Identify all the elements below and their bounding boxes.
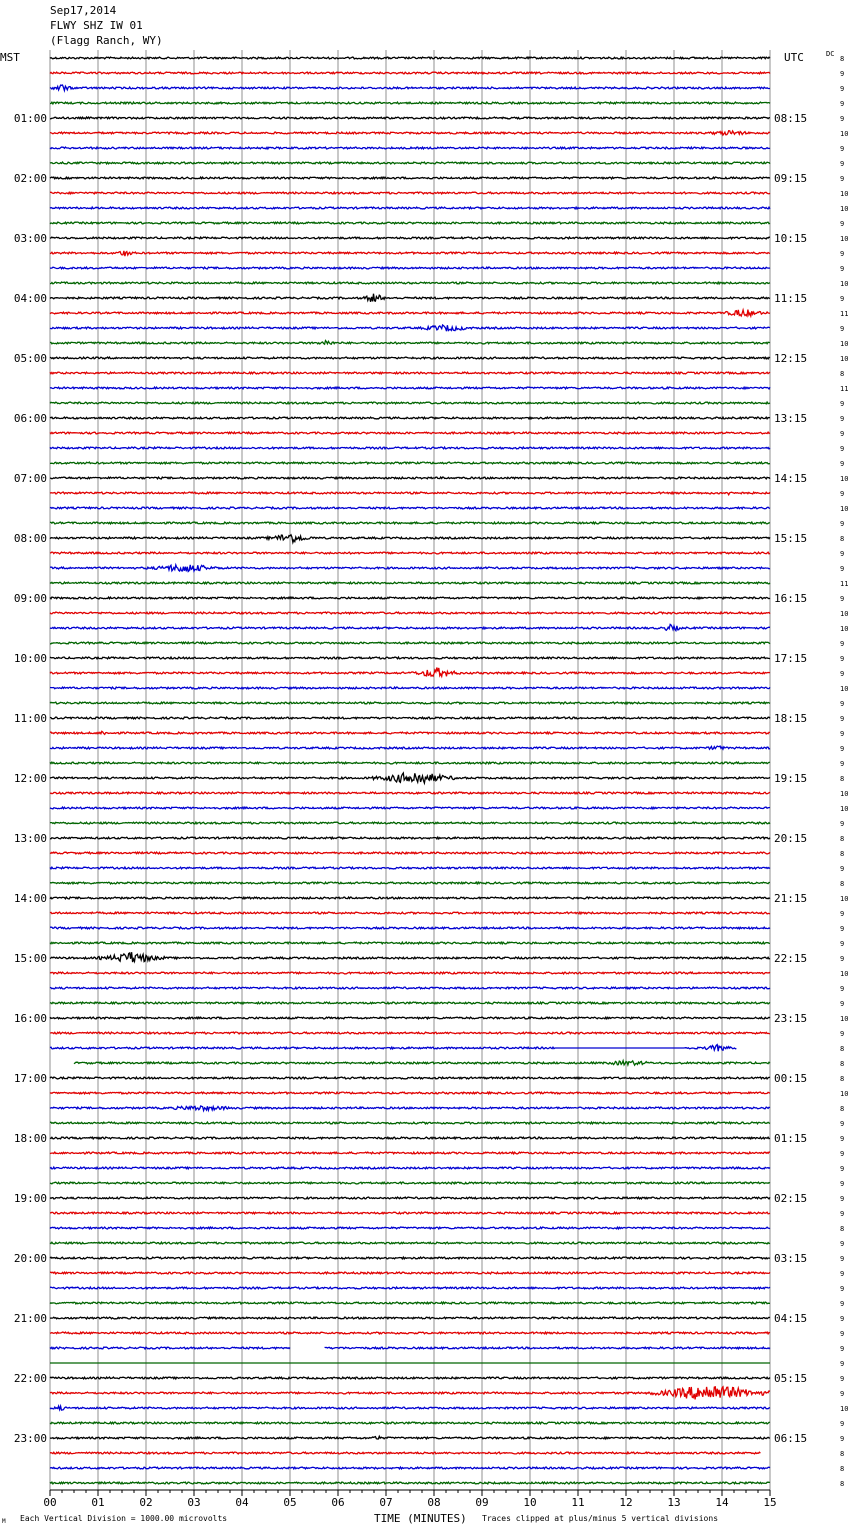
left-hour-label: 10:00 [13, 652, 47, 665]
dc-value: 8 [840, 1450, 845, 1458]
right-hour-label: 17:15 [774, 652, 808, 665]
right-hour-label: 20:15 [774, 832, 808, 845]
dc-value: 10 [840, 505, 849, 513]
dc-value: 9 [840, 1315, 845, 1323]
dc-value: 9 [840, 1150, 845, 1158]
dc-value: 9 [840, 1135, 845, 1143]
trace-92 [50, 1436, 770, 1439]
dc-value: 8 [840, 1045, 845, 1053]
dc-value: 9 [840, 85, 845, 93]
dc-value: 9 [840, 1120, 845, 1128]
trace-2 [50, 85, 770, 91]
dc-value: 10 [840, 190, 849, 198]
trace-69 [50, 1092, 770, 1094]
right-hour-label: 12:15 [774, 352, 808, 365]
dc-value: 10 [840, 235, 849, 243]
trace-6 [50, 147, 770, 149]
trace-93 [50, 1452, 760, 1454]
trace-70 [50, 1106, 770, 1111]
trace-50 [50, 807, 770, 809]
seismic-traces [50, 57, 770, 1484]
trace-16 [50, 294, 770, 302]
trace-26 [50, 447, 770, 449]
dc-value: 10 [840, 1405, 849, 1413]
trace-25 [50, 432, 770, 434]
dc-value: 9 [840, 1345, 845, 1353]
dc-value: 9 [840, 940, 845, 948]
trace-49 [50, 792, 770, 794]
trace-52 [50, 837, 770, 839]
trace-47 [50, 762, 770, 764]
dc-value: 9 [840, 595, 845, 603]
left-hour-label: 06:00 [13, 412, 47, 425]
right-hour-label: 09:15 [774, 172, 808, 185]
dc-value: 9 [840, 145, 845, 153]
trace-12 [50, 237, 770, 239]
trace-37 [50, 612, 770, 614]
dc-value: 9 [840, 1000, 845, 1008]
trace-86 [50, 1347, 770, 1349]
dc-value: 11 [840, 310, 849, 318]
trace-82 [50, 1287, 770, 1289]
dc-value: 9 [840, 250, 845, 258]
x-tick-label: 13 [667, 1496, 681, 1509]
trace-74 [50, 1167, 770, 1169]
dc-value: 9 [840, 70, 845, 78]
left-hour-label: 01:00 [13, 112, 47, 125]
trace-21 [50, 372, 770, 374]
trace-55 [50, 882, 770, 884]
x-tick-label: 03 [187, 1496, 201, 1509]
right-hour-label: 19:15 [774, 772, 808, 785]
right-hour-label: 13:15 [774, 412, 808, 425]
dc-value: 10 [840, 625, 849, 633]
left-hour-label: 12:00 [13, 772, 47, 785]
trace-32 [50, 535, 770, 543]
trace-4 [50, 117, 770, 119]
dc-value: 9 [840, 955, 845, 963]
dc-value: 10 [840, 475, 849, 483]
dc-value: 9 [840, 1435, 845, 1443]
trace-8 [50, 177, 770, 179]
trace-67 [74, 1061, 770, 1066]
dc-value: 9 [840, 760, 845, 768]
dc-value: 9 [840, 1165, 845, 1173]
trace-84 [50, 1317, 770, 1319]
trace-89 [50, 1387, 770, 1400]
right-hour-label: 14:15 [774, 472, 808, 485]
x-tick-label: 04 [235, 1496, 249, 1509]
trace-5 [50, 131, 770, 135]
trace-38 [50, 624, 770, 630]
trace-58 [50, 927, 770, 929]
trace-57 [50, 912, 770, 914]
x-tick-label: 08 [427, 1496, 441, 1509]
trace-63 [50, 1002, 770, 1004]
trace-19 [50, 341, 770, 345]
right-hour-label: 04:15 [774, 1312, 808, 1325]
right-hour-label: 00:15 [774, 1072, 808, 1085]
trace-59 [50, 942, 770, 944]
trace-43 [50, 702, 770, 704]
trace-15 [50, 282, 770, 284]
dc-value: 9 [840, 490, 845, 498]
dc-value: 9 [840, 1240, 845, 1248]
left-hour-label: 11:00 [13, 712, 47, 725]
right-hour-label: 10:15 [774, 232, 808, 245]
trace-27 [50, 462, 770, 464]
dc-value: 9 [840, 865, 845, 873]
scale-note: Each Vertical Division = 1000.00 microvolts [20, 1514, 228, 1523]
x-tick-label: 10 [523, 1496, 537, 1509]
trace-30 [50, 507, 770, 509]
dc-value: 9 [840, 1195, 845, 1203]
trace-0 [50, 57, 770, 59]
dc-value: 9 [840, 265, 845, 273]
dc-value: 9 [840, 745, 845, 753]
dc-value: 9 [840, 700, 845, 708]
dc-value: 10 [840, 685, 849, 693]
trace-91 [50, 1422, 770, 1424]
header-station: FLWY SHZ IW 01 [50, 19, 143, 32]
x-tick-label: 05 [283, 1496, 297, 1509]
dc-value: 9 [840, 1210, 845, 1218]
left-hour-label: 20:00 [13, 1252, 47, 1265]
dc-value: 10 [840, 340, 849, 348]
dc-value: 9 [840, 1375, 845, 1383]
dc-value: 8 [840, 775, 845, 783]
dc-value: 9 [840, 670, 845, 678]
trace-88 [50, 1377, 770, 1379]
left-hour-label: 16:00 [13, 1012, 47, 1025]
right-hour-label: 21:15 [774, 892, 808, 905]
dc-value: 10 [840, 1090, 849, 1098]
x-tick-label: 12 [619, 1496, 633, 1509]
x-tick-label: 11 [571, 1496, 585, 1509]
trace-95 [50, 1482, 770, 1484]
right-hour-label: 01:15 [774, 1132, 808, 1145]
trace-56 [50, 897, 770, 899]
dc-value: 9 [840, 520, 845, 528]
left-axis-label: MST [0, 51, 20, 64]
dc-value: 10 [840, 895, 849, 903]
dc-value: 9 [840, 640, 845, 648]
dc-value: 8 [840, 880, 845, 888]
trace-53 [50, 852, 770, 854]
dc-value: 9 [840, 220, 845, 228]
trace-94 [50, 1467, 770, 1469]
left-hour-label: 08:00 [13, 532, 47, 545]
trace-7 [50, 162, 770, 164]
dc-value: 8 [840, 1105, 845, 1113]
right-hour-label: 08:15 [774, 112, 808, 125]
dc-value: 9 [840, 730, 845, 738]
trace-68 [50, 1077, 770, 1079]
dc-value: 9 [840, 295, 845, 303]
dc-value: 9 [840, 910, 845, 918]
header-date: Sep17,2014 [50, 4, 117, 17]
trace-10 [50, 207, 770, 209]
right-hour-label: 23:15 [774, 1012, 808, 1025]
dc-value: 9 [840, 445, 845, 453]
x-tick-label: 02 [139, 1496, 153, 1509]
dc-value: 9 [840, 400, 845, 408]
trace-13 [50, 251, 770, 256]
trace-1 [50, 72, 770, 74]
dc-value: 9 [840, 655, 845, 663]
trace-66 [50, 1045, 736, 1052]
dc-value: 10 [840, 790, 849, 798]
dc-value: 9 [840, 925, 845, 933]
trace-64 [50, 1017, 770, 1019]
dc-value: 9 [840, 1420, 845, 1428]
trace-33 [50, 552, 770, 554]
x-tick-label: 01 [91, 1496, 105, 1509]
trace-48 [50, 773, 770, 783]
x-tick-label: 14 [715, 1496, 729, 1509]
trace-71 [50, 1122, 770, 1124]
trace-20 [50, 357, 770, 359]
time-grid [50, 50, 770, 1496]
trace-40 [50, 657, 770, 659]
trace-54 [50, 867, 770, 869]
dc-value: 9 [840, 715, 845, 723]
left-hour-label: 09:00 [13, 592, 47, 605]
trace-85 [50, 1332, 770, 1334]
trace-61 [50, 972, 770, 974]
dc-value: 9 [840, 325, 845, 333]
trace-51 [50, 822, 770, 824]
right-hour-label: 03:15 [774, 1252, 808, 1265]
dc-value: 8 [840, 1060, 845, 1068]
left-hour-label: 18:00 [13, 1132, 47, 1145]
dc-value: 9 [840, 820, 845, 828]
trace-80 [50, 1257, 770, 1259]
x-tick-label: 07 [379, 1496, 393, 1509]
trace-41 [50, 668, 770, 677]
trace-83 [50, 1302, 770, 1304]
dc-value: 9 [840, 985, 845, 993]
x-tick-label: 15 [763, 1496, 777, 1509]
left-hour-label: 19:00 [13, 1192, 47, 1205]
dc-value: 10 [840, 970, 849, 978]
trace-90 [50, 1406, 770, 1410]
dc-value: 9 [840, 160, 845, 168]
dc-value: 9 [840, 1270, 845, 1278]
dc-value: 9 [840, 1030, 845, 1038]
trace-22 [50, 387, 770, 389]
x-axis-title: TIME (MINUTES) [374, 1512, 467, 1525]
dc-value: 8 [840, 850, 845, 858]
right-hour-label: 22:15 [774, 952, 808, 965]
trace-18 [50, 325, 770, 331]
dc-value: 9 [840, 100, 845, 108]
dc-value: 8 [840, 835, 845, 843]
right-hour-label: 02:15 [774, 1192, 808, 1205]
dc-value: 9 [840, 430, 845, 438]
x-tick-label: 06 [331, 1496, 345, 1509]
trace-46 [50, 746, 770, 749]
trace-72 [50, 1137, 770, 1139]
dc-value: 9 [840, 1285, 845, 1293]
trace-34 [50, 565, 770, 572]
dc-value: 9 [840, 1255, 845, 1263]
trace-24 [50, 417, 770, 419]
trace-78 [50, 1227, 770, 1229]
trace-81 [50, 1272, 770, 1274]
trace-75 [50, 1182, 770, 1184]
left-hour-label: 04:00 [13, 292, 47, 305]
trace-28 [50, 477, 770, 479]
trace-73 [50, 1152, 770, 1154]
dc-value: 10 [840, 280, 849, 288]
trace-62 [50, 987, 770, 989]
left-hour-label: 07:00 [13, 472, 47, 485]
dc-value: 9 [840, 115, 845, 123]
dc-value: 9 [840, 1390, 845, 1398]
trace-11 [50, 222, 770, 224]
dc-value: 8 [840, 1465, 845, 1473]
trace-44 [50, 717, 770, 719]
trace-76 [50, 1197, 770, 1199]
x-tick-label: 00 [43, 1496, 57, 1509]
dc-value: 8 [840, 1480, 845, 1488]
dc-value: 10 [840, 130, 849, 138]
right-hour-label: 18:15 [774, 712, 808, 725]
trace-65 [50, 1032, 770, 1034]
dc-value: 11 [840, 385, 849, 393]
trace-29 [50, 492, 770, 495]
trace-3 [50, 102, 770, 104]
right-hour-label: 11:15 [774, 292, 808, 305]
dc-value: 8 [840, 370, 845, 378]
trace-14 [50, 267, 770, 269]
left-hour-label: 15:00 [13, 952, 47, 965]
dc-value: 9 [840, 460, 845, 468]
dc-value: 9 [840, 1360, 845, 1368]
clip-note: Traces clipped at plus/minus 5 vertical divisions [482, 1514, 719, 1523]
corner-mark: M [2, 1518, 6, 1525]
trace-39 [50, 642, 770, 644]
trace-17 [50, 310, 770, 316]
left-hour-label: 03:00 [13, 232, 47, 245]
trace-36 [50, 597, 770, 599]
trace-60 [50, 952, 770, 962]
right-hour-label: 06:15 [774, 1432, 808, 1445]
dc-value: 9 [840, 565, 845, 573]
dc-value: 10 [840, 355, 849, 363]
right-hour-label: 15:15 [774, 532, 808, 545]
dc-value: 8 [840, 1225, 845, 1233]
dc-value: 8 [840, 535, 845, 543]
dc-value: 9 [840, 175, 845, 183]
dc-value: 9 [840, 1300, 845, 1308]
header-location: (Flagg Ranch, WY) [50, 34, 163, 47]
left-hour-label: 23:00 [13, 1432, 47, 1445]
left-hour-label: 05:00 [13, 352, 47, 365]
dc-value: 11 [840, 580, 849, 588]
dc-value: 9 [840, 1330, 845, 1338]
dc-value: 10 [840, 610, 849, 618]
trace-42 [50, 687, 770, 689]
left-hour-label: 14:00 [13, 892, 47, 905]
left-hour-label: 13:00 [13, 832, 47, 845]
right-hour-label: 16:15 [774, 592, 808, 605]
dc-value: 8 [840, 1075, 845, 1083]
left-hour-label: 02:00 [13, 172, 47, 185]
trace-23 [50, 402, 770, 404]
trace-79 [50, 1242, 770, 1244]
right-axis-label: UTC [784, 51, 804, 64]
trace-77 [50, 1212, 770, 1214]
dc-value: 8 [840, 55, 845, 63]
dc-value: 10 [840, 1015, 849, 1023]
dc-value: 9 [840, 550, 845, 558]
trace-9 [50, 192, 770, 194]
left-hour-label: 22:00 [13, 1372, 47, 1385]
dc-label: DC [826, 50, 835, 58]
x-tick-label: 09 [475, 1496, 489, 1509]
dc-value: 10 [840, 205, 849, 213]
dc-value: 10 [840, 805, 849, 813]
dc-value: 9 [840, 1180, 845, 1188]
right-hour-label: 05:15 [774, 1372, 808, 1385]
trace-45 [50, 731, 770, 734]
left-hour-label: 21:00 [13, 1312, 47, 1325]
left-hour-label: 17:00 [13, 1072, 47, 1085]
trace-35 [50, 582, 770, 584]
dc-value: 9 [840, 415, 845, 423]
trace-31 [50, 522, 770, 524]
